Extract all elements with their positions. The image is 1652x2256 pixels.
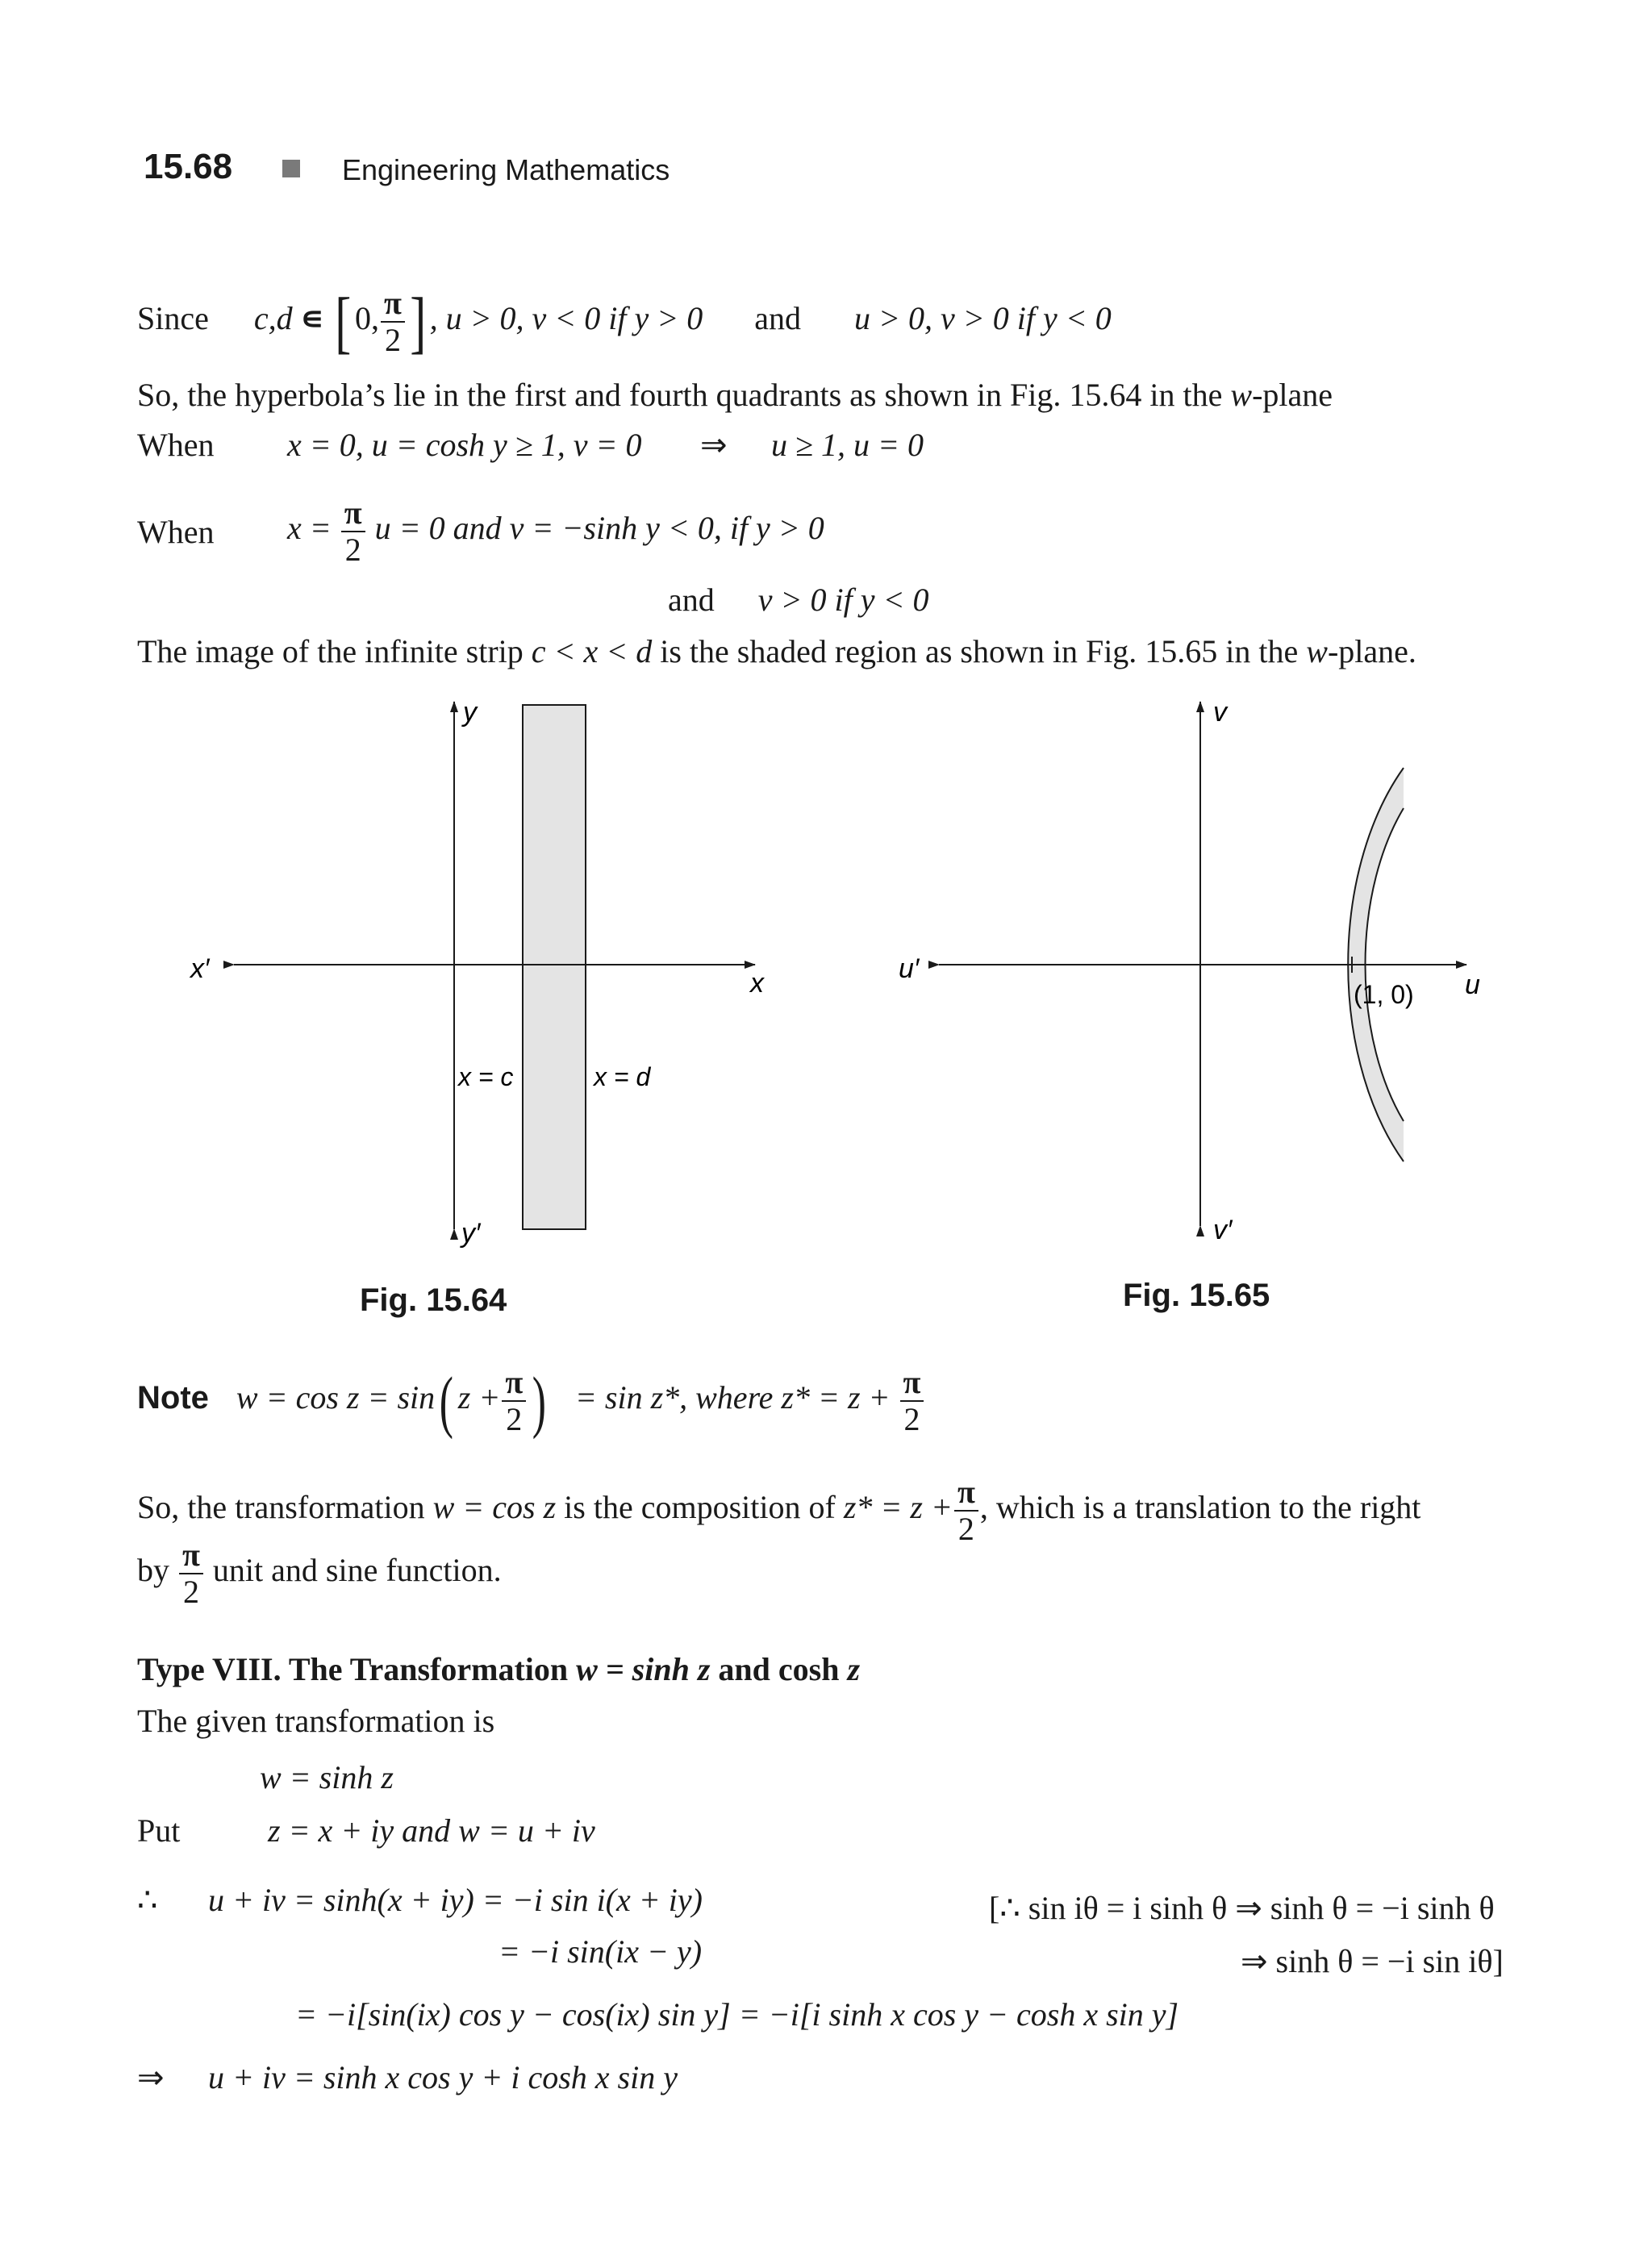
when-expr-1: x = 0, u = cosh y ≥ 1, v = 0 bbox=[287, 427, 642, 463]
label-y: y bbox=[463, 697, 477, 728]
left-paren: ( bbox=[439, 1362, 454, 1440]
since-bracket-inner: 0, bbox=[355, 300, 379, 337]
left-bracket: [ bbox=[335, 283, 352, 361]
page-number: 15.68 bbox=[144, 147, 233, 186]
transform-line-1: So, the transformation w = cos z is the composition of z* = z + $\frac{\pi}{2}$ , which is a translation to the right bbox=[137, 1474, 1421, 1547]
book-title: Engineering Mathematics bbox=[342, 153, 670, 186]
implies-arrow-1: ⇒ bbox=[700, 427, 728, 463]
image-sentence: The image of the infinite strip c < x < d is the shaded region as shown in Fig. 15.65 in the w-plane. bbox=[137, 633, 1416, 669]
put-expr: z = x + iy and w = u + iv bbox=[268, 1812, 595, 1849]
side-note-1: [∴ sin iθ = i sinh θ ⇒ sinh θ = −i sinh θ bbox=[989, 1890, 1495, 1926]
when-word-1: When bbox=[137, 427, 215, 463]
therefore-symbol: ∴ bbox=[137, 1882, 158, 1918]
final-result: u + iv = sinh x cos y + i cosh x sin y bbox=[208, 2059, 678, 2095]
label-u: u bbox=[1465, 970, 1480, 1000]
fig-15-64-caption: Fig. 15.64 bbox=[360, 1282, 507, 1318]
type-viii-heading: Type VIII. The Transformation w = sinh z and cosh z bbox=[137, 1651, 861, 1687]
implies-arrow-final: ⇒ bbox=[137, 2059, 165, 2095]
step-3: = −i[sin(ix) cos y − cos(ix) sin y] = −i[i sinh x cos y − cosh x sin y] bbox=[295, 1996, 1179, 2033]
label-u-neg: u′ bbox=[899, 953, 920, 984]
pi-over-2-fraction: $\frac{\pi}{2}$ bbox=[381, 287, 405, 357]
since-cd: c,d bbox=[253, 300, 293, 337]
side-note-2: ⇒ sinh θ = −i sin iθ] bbox=[1241, 1943, 1504, 1979]
pi-over-2-fraction: $\frac{\pi}{2}$ bbox=[179, 1539, 203, 1608]
put-word: Put bbox=[137, 1812, 181, 1849]
given-transformation-text: The given transformation is bbox=[137, 1703, 495, 1739]
label-v: v bbox=[1213, 697, 1227, 728]
w-equals-sinh-z: w = sinh z bbox=[260, 1759, 394, 1795]
since-condition-2: u > 0, v > 0 if y < 0 bbox=[854, 300, 1112, 337]
when-word-2: When bbox=[137, 514, 215, 550]
and-line: and v > 0 if y < 0 bbox=[668, 582, 929, 618]
note-line: Note w = cos z = sin( z + $\frac{\pi}{2}$ ) = sin z*, where z* = z + $\frac{\pi}{2}$ bbox=[137, 1366, 925, 1436]
step-1: u + iv = sinh(x + iy) = −i sin i(x + iy) bbox=[208, 1882, 703, 1918]
since-and: and bbox=[754, 300, 802, 337]
label-x-equals-d: x = d bbox=[594, 1062, 651, 1091]
transform-line-2: by $\frac{\pi}{2}$ unit and sine function. bbox=[137, 1537, 502, 1610]
element-of-symbol: ∊ bbox=[300, 300, 324, 337]
pi-over-2-fraction: $\frac{\pi}{2}$ bbox=[954, 1476, 978, 1545]
when-expr-2: x = $\frac{\pi}{2}$ u = 0 and v = −sinh y < 0, if y > 0 bbox=[287, 494, 824, 568]
right-paren: ) bbox=[532, 1362, 547, 1440]
right-bracket: ] bbox=[410, 283, 427, 361]
label-x: x bbox=[750, 968, 764, 999]
hyperbola-sentence: So, the hyperbola’s lie in the first and fourth quadrants as shown in Fig. 15.64 in the w-plane bbox=[137, 377, 1333, 413]
pi-over-2-fraction: $\frac{\pi}{2}$ bbox=[900, 1366, 924, 1436]
label-point-1-0: (1, 0) bbox=[1354, 980, 1414, 1009]
label-x-equals-c: x = c bbox=[458, 1062, 514, 1091]
label-v-neg: v′ bbox=[1213, 1215, 1233, 1245]
pi-over-2-fraction: $\frac{\pi}{2}$ bbox=[502, 1366, 526, 1436]
since-condition-1: , u > 0, v < 0 if y > 0 bbox=[429, 300, 703, 337]
label-y-neg: y′ bbox=[461, 1218, 481, 1249]
step-2: = −i sin(ix − y) bbox=[499, 1933, 703, 1970]
fig-15-65-caption: Fig. 15.65 bbox=[1123, 1278, 1270, 1313]
pi-over-2-fraction: $\frac{\pi}{2}$ bbox=[341, 497, 365, 566]
note-label: Note bbox=[137, 1380, 209, 1416]
label-x-neg: x′ bbox=[190, 953, 210, 984]
when-result-1: u ≥ 1, u = 0 bbox=[771, 427, 924, 463]
shaded-strip bbox=[523, 705, 586, 1229]
since-word: Since bbox=[137, 300, 209, 337]
